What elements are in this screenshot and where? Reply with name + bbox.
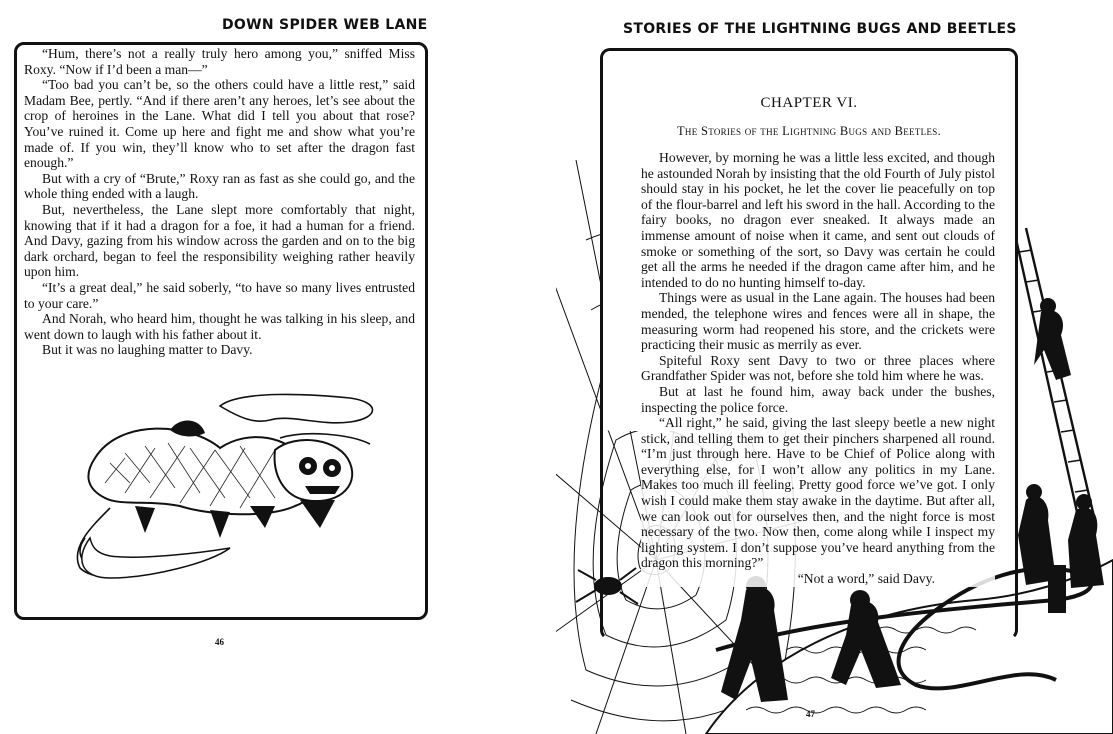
- page-number-left: 46: [215, 637, 224, 647]
- paragraph: “All right,” he said, giving the last sleepy beetle a new night stick, and telling them to get their pinchers sharpened all round. “I’m just through here. Have to be Chief of Police along with everything else, for I won’t allow any politics in my Lane. Makes too much ill feeling. Pretty good force we’ve got. I only wish I could make them stay awake in the daytime. But after all, we can look out for ourselves then, and the night force is most necessary of the two. Now then, come along while I inspect my lighting system. I don’t suppose you’ve heard anything from the dragon this morning?”: [641, 415, 995, 571]
- paragraph: Things were as usual in the Lane again. The houses had been mended, the telephone wires and fences were all in shape, the measuring worm had reopened his store, and the crickets were practicing their music as merrily as ever.: [641, 290, 995, 353]
- paragraph: However, by morning he was a little less excited, and though he astounded Norah by insisting that the old Fourth of July pistol should stay in his pocket, he let the cover lie peacefully on top of the flour-barrel and left his sword in the hall. According to the fairy books, no dragon ever sneaked. It always made an immense amount of noise when it came, and sent out clouds of smoke or something of the sort, so Davy was certain he could get all the arms he needed if the dragon came after him, and he intended to do no hunting himself to-day.: [641, 150, 995, 290]
- paragraph: Spiteful Roxy sent Davy to two or three places where Grandfather Spider was not, before she told him where he was.: [641, 352, 995, 384]
- right-page: [556, 0, 1113, 734]
- dragon-illustration: [50, 388, 390, 588]
- running-head-left: DOWN SPIDER WEB LANE: [222, 17, 428, 33]
- left-page: [0, 0, 540, 734]
- paragraph: “Too bad you can’t be, so the others could have a little rest,” said Madam Bee, pertly. “And if there aren’t any heroes, let’s see about the crop of heroines in the Lane. What did I tell you about that rose? You’ve ruined it. Come up here and fight me and show what you’re made of. If you win, they’ll know who to set after the dragon fast enough.”: [24, 77, 415, 171]
- chapter-title: CHAPTER VI.: [760, 95, 858, 111]
- paragraph: “Hum, there’s not a really truly hero among you,” sniffed Miss Roxy. “Now if I’d been a man—”: [24, 46, 415, 77]
- paragraph: And Norah, who heard him, thought he was talking in his sleep, and went down to laugh with his father about it.: [24, 311, 415, 342]
- paragraph: “It’s a great deal,” he said soberly, “to have so many lives entrusted to your care.”: [24, 279, 415, 311]
- paragraph: But at last he found him, away back under the bushes, inspecting the police force.: [641, 383, 995, 415]
- body-text-left: [24, 46, 415, 358]
- body-text-right: [641, 150, 995, 587]
- paragraph: But with a cry of “Brute,” Roxy ran as fast as she could go, and the whole thing ended with a laugh.: [24, 170, 415, 202]
- running-head-right: STORIES OF THE LIGHTNING BUGS AND BEETLES: [623, 21, 1017, 37]
- paragraph: “Not a word,” said Davy.: [641, 571, 995, 587]
- page-number-right: 47: [806, 709, 815, 719]
- paragraph: But, nevertheless, the Lane slept more comfortably that night, knowing that if it had a dragon for a foe, it had a human for a friend. And Davy, gazing from his window across the garden and on to the big dark orchard, began to feel the responsibility weighing rather heavily upon him.: [24, 201, 415, 280]
- chapter-subtitle: The Stories of the Lightning Bugs and Beetles.: [676, 124, 942, 138]
- paragraph: But it was no laughing matter to Davy.: [42, 342, 253, 358]
